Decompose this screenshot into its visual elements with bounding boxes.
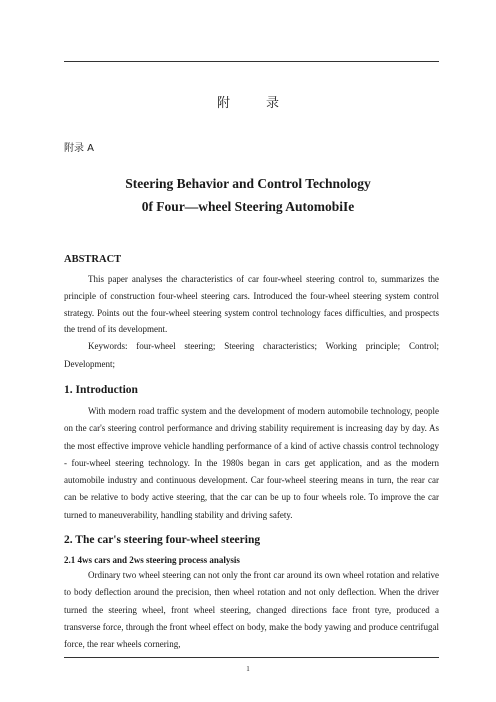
section-2-1-heading: 2.1 4ws cars and 2ws steering process analysis <box>64 555 240 565</box>
paper-title-line-2: 0f Four—wheel Steering AutomobiIe <box>141 199 355 214</box>
abstract-body: This paper analyses the characteristics of car four-wheel steering control to, summarizes the principle of construction four-wheel steering cars. Introduced the four-wheel steering system control strategy. Points out the four-wheel steering system control technology faces difficulties, and prospects the trend of its development. <box>64 274 439 335</box>
section-2-1-body: Ordinary two wheel steering can not only the front car around its own wheel rotation and relative to body deflection around the precision, then wheel rotation and not only deflection. When the driver turned the steering wheel, front wheel steering, changed directions face front tyre, produced a transverse force, through the front wheel effect on body, make the body yawing and produce centrifugal force, the rear wheels cornering, <box>64 570 439 650</box>
abstract-heading: ABSTRACT <box>64 254 122 265</box>
header-rule <box>64 61 439 62</box>
introduction-heading: 1. Introduction <box>64 384 138 396</box>
page-number: 1 <box>246 665 250 673</box>
appendix-title-char-1: 附 <box>216 96 230 111</box>
paper-title-line-1: Steering Behavior and Control Technology <box>125 176 371 191</box>
appendix-title-char-2: 录 <box>266 96 280 111</box>
appendix-label: 附录 A <box>64 143 95 154</box>
introduction-body: With modern road traffic system and the development of modern automobile technology, people on the car's steering control performance and driving stability requirement is increasing day by day. As the most effective improve vehicle handling performance of a kind of active chassis control technology - four-wheel steering technology. In the 1980s began in cars get application, and as the modern automobile industry and continuous development. Car four-wheel steering means in turn, the rear car can be relative to body active steering, that the car can be up to four wheels role. To improve the car turned to maneuverability, handling stability and driving safety. <box>64 406 439 520</box>
footer-rule <box>64 657 439 658</box>
appendix-title <box>0 92 496 111</box>
section-2-heading: 2. The car's steering four-wheel steering <box>64 534 261 546</box>
keywords: Keywords: four-wheel steering; Steering characteristics; Working principle; Control; Development; <box>64 341 439 369</box>
